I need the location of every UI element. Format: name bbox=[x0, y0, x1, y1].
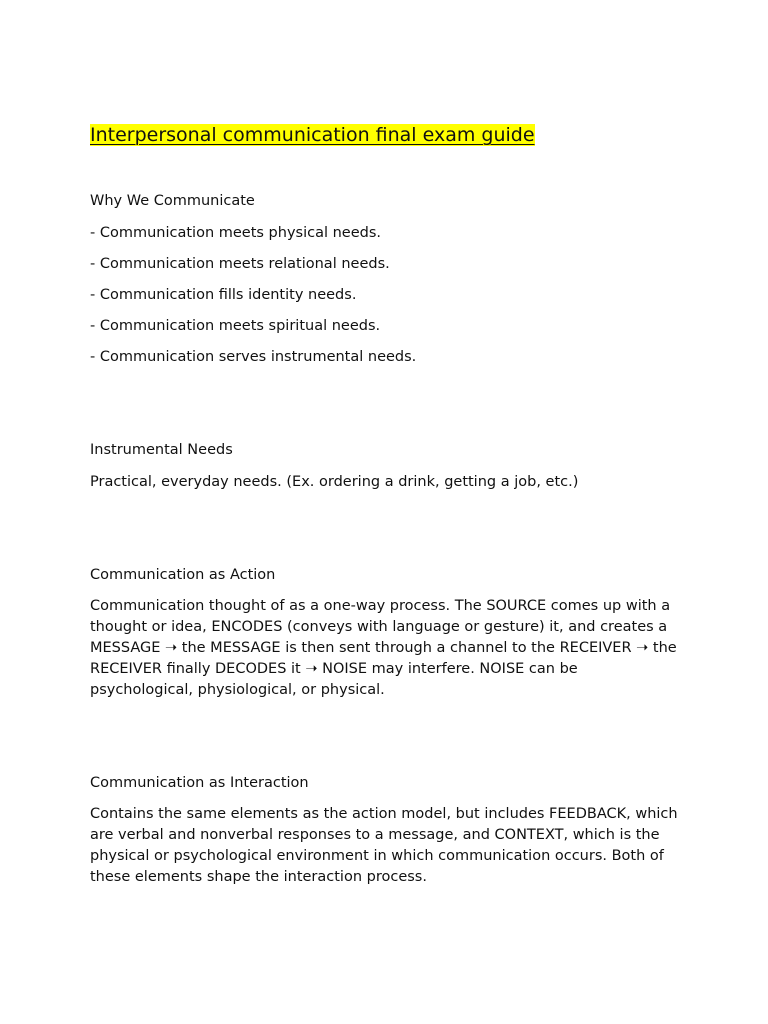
document-title-text: Interpersonal communication final exam guide bbox=[90, 124, 535, 146]
section-communication-as-action bbox=[90, 565, 680, 701]
section-heading: Instrumental Needs bbox=[90, 442, 233, 458]
list-item: - Communication meets relational needs. bbox=[90, 256, 390, 272]
list-item: - Communication meets spiritual needs. bbox=[90, 318, 381, 334]
section-body: Communication thought of as a one-way process. The SOURCE comes up with a thought or idea, ENCODES (conveys with language or gesture) it, and creates a MESSAGE ➝ the MESSAGE is then sent through a channel to the RECEIVER ➝ the RECEIVER finally DECODES it ➝ NOISE may interfere. NOISE can be psychological, physiological, or physical. bbox=[90, 598, 677, 698]
list-item: - Communication serves instrumental needs. bbox=[90, 349, 417, 365]
section-communication-as-interaction bbox=[90, 773, 680, 888]
section-why-we-communicate bbox=[90, 191, 680, 368]
section-body: Contains the same elements as the action model, but includes FEEDBACK, which are verbal and nonverbal responses to a message, and CONTEXT, which is the physical or psychological environment in which communication occurs. Both of these elements shape the interaction process. bbox=[90, 806, 678, 885]
section-instrumental-needs bbox=[90, 440, 680, 493]
list-item: - Communication fills identity needs. bbox=[90, 287, 357, 303]
list-item: - Communication meets physical needs. bbox=[90, 225, 382, 241]
document-title bbox=[90, 123, 535, 148]
section-heading: Communication as Interaction bbox=[90, 775, 309, 791]
bullet-list bbox=[90, 223, 680, 368]
section-heading: Communication as Action bbox=[90, 567, 276, 583]
section-body: Practical, everyday needs. (Ex. ordering a drink, getting a job, etc.) bbox=[90, 474, 579, 490]
section-heading: Why We Communicate bbox=[90, 193, 255, 209]
